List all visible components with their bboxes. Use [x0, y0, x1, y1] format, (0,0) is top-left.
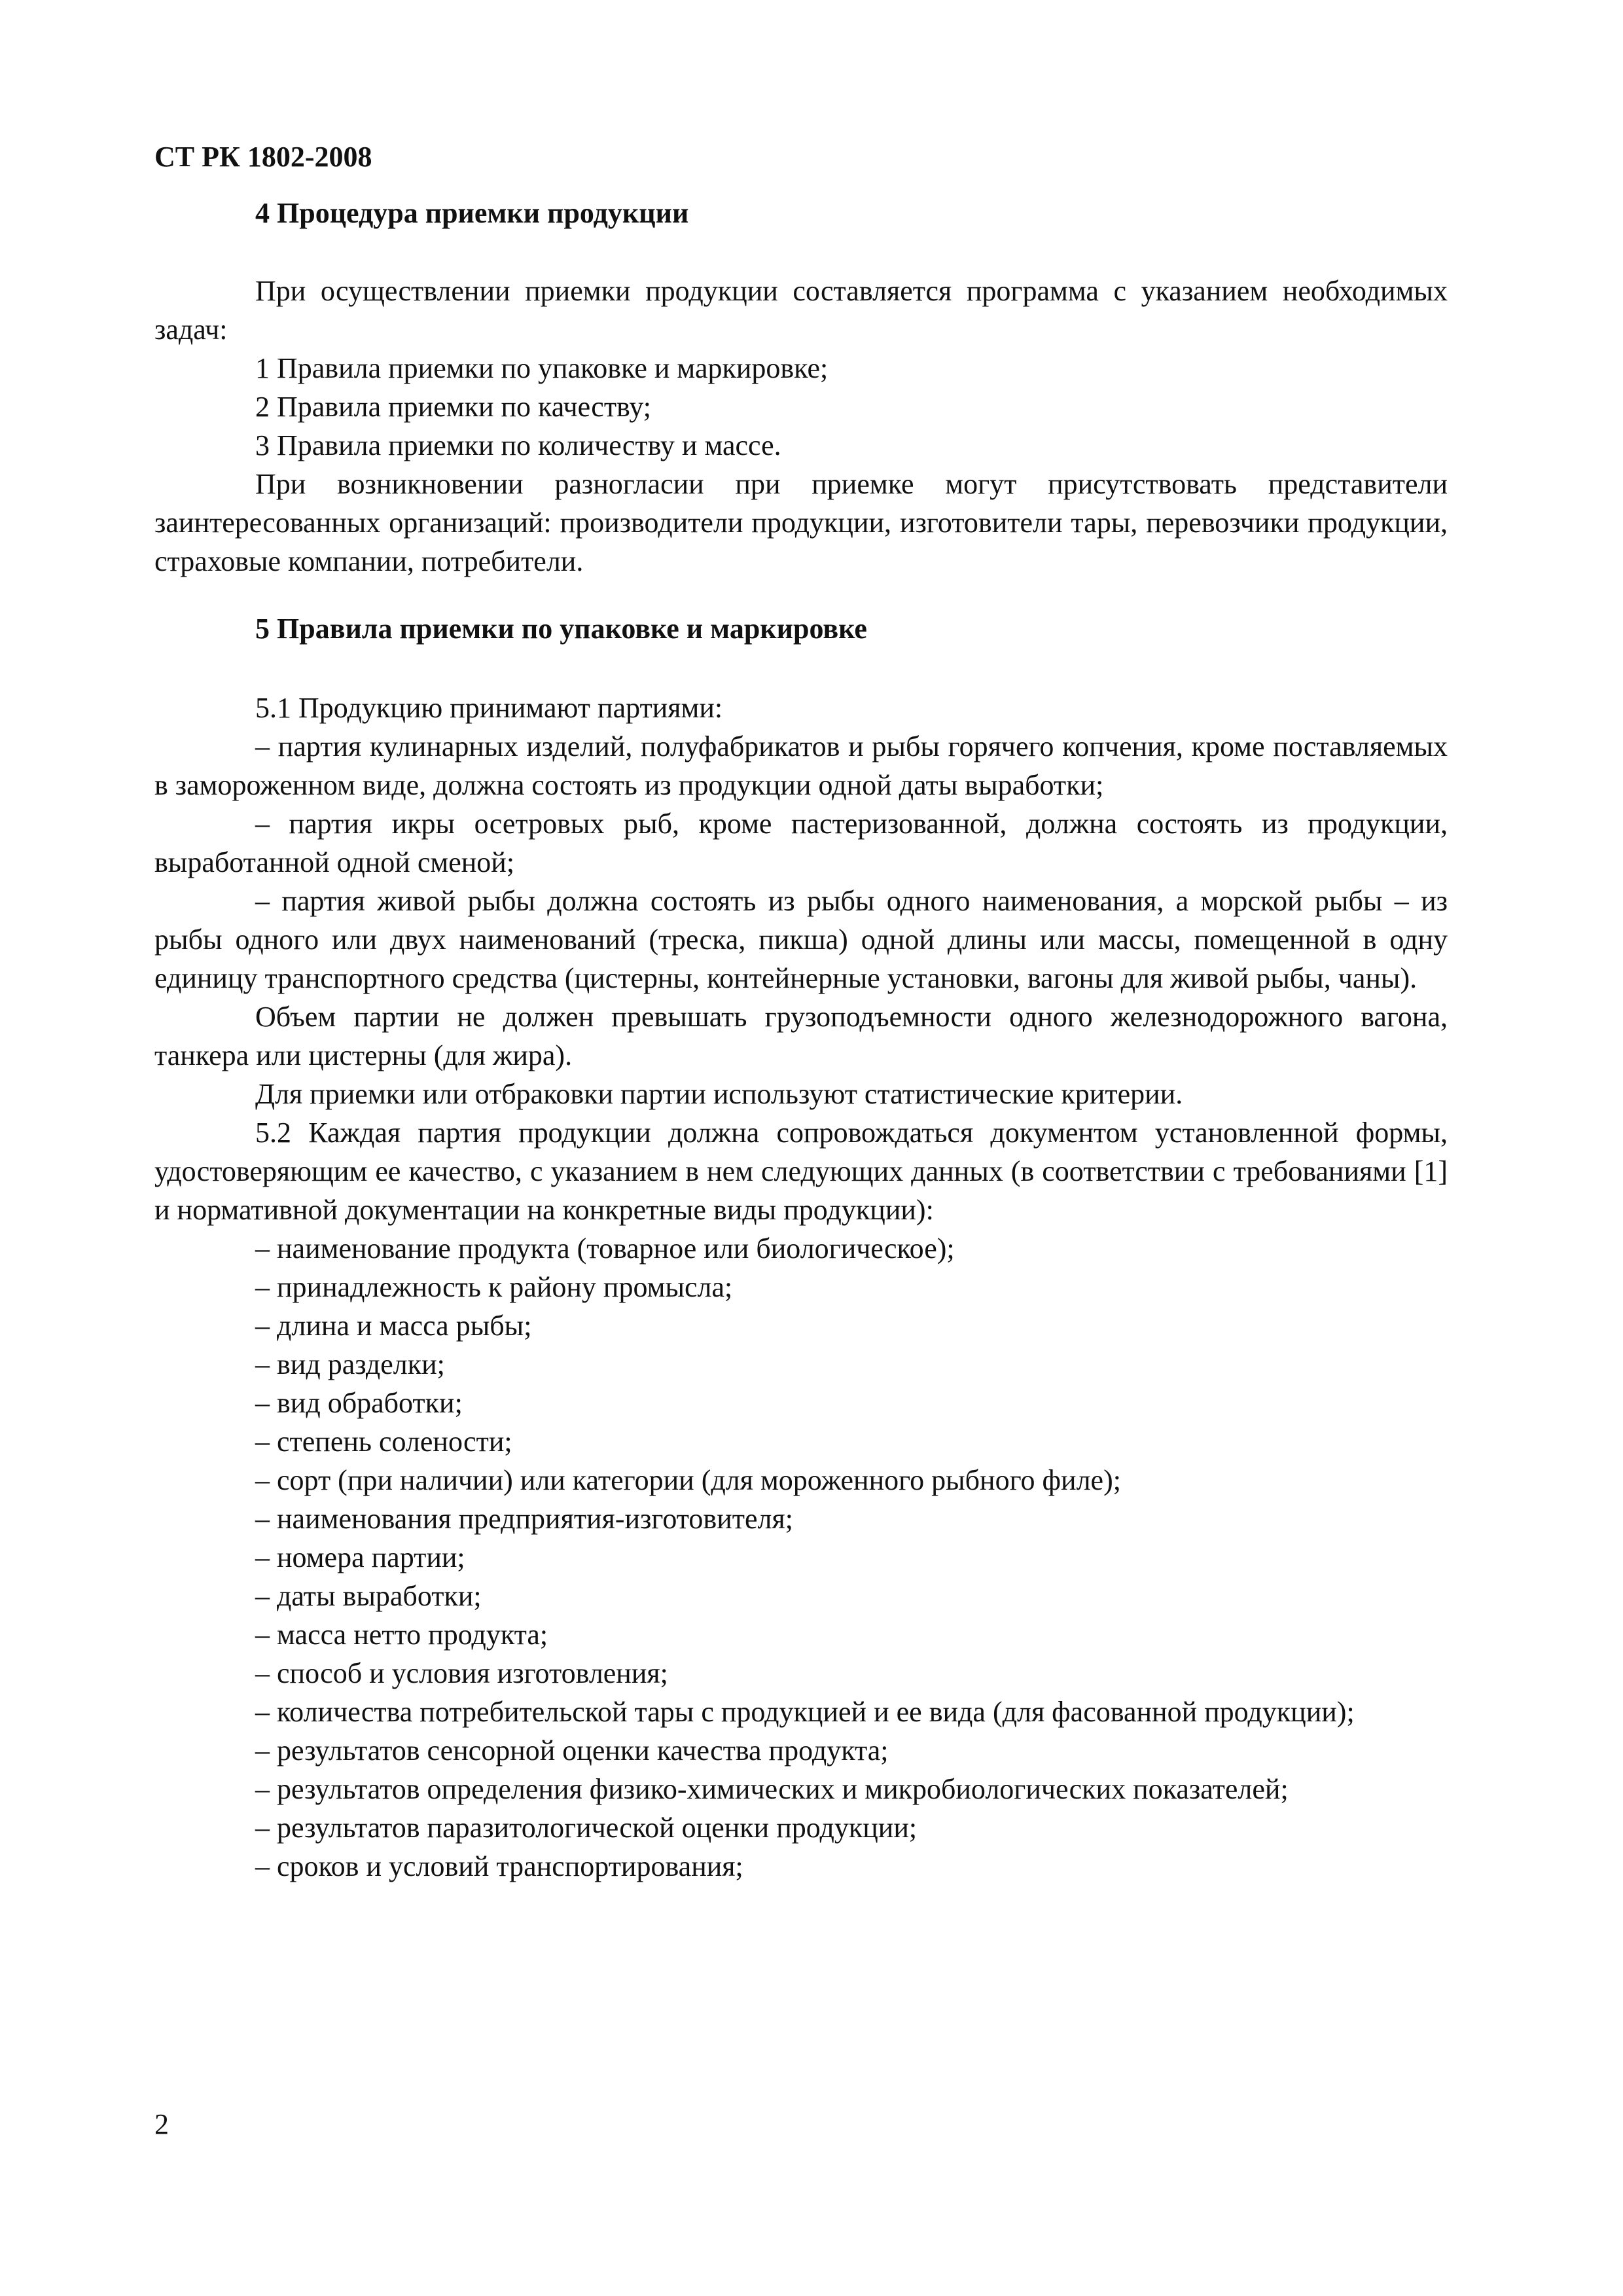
section-4-disagreement-paragraph: При возникновении разногласии при приемке могут присутствовать представители заинтересованных организаций: производители продукции, изготовители тары, перевозчики продукции, страховые компании, потребители.: [154, 468, 1448, 577]
page-number: 2: [154, 2108, 169, 2140]
list-item: – длина и масса рыбы;: [255, 1310, 532, 1342]
list-item: – номера партии;: [255, 1541, 465, 1573]
batch-culinary-paragraph: – партия кулинарных изделий, полуфабрикатов и рыбы горячего копчения, кроме поставляемых в замороженном виде, должна состоять из продукции одной даты выработки;: [154, 730, 1448, 801]
section-4-heading: 4 Процедура приемки продукции: [255, 197, 689, 229]
list-item: – наименования предприятия-изготовителя;: [255, 1503, 793, 1535]
section-4-task-2: 2 Правила приемки по качеству;: [255, 391, 651, 423]
list-item: – результатов сенсорной оценки качества продукта;: [255, 1734, 889, 1767]
section-4-task-1: 1 Правила приемки по упаковке и маркировке;: [255, 352, 829, 384]
section-5-heading: 5 Правила приемки по упаковке и маркировке: [255, 613, 867, 645]
list-item: – вид разделки;: [255, 1348, 445, 1380]
list-item: – масса нетто продукта;: [255, 1619, 548, 1651]
batch-live-fish-paragraph: – партия живой рыбы должна состоять из рыбы одного наименования, а морской рыбы – из рыбы одного или двух наименований (треска, пикша) одной длины или массы, помещенной в одну единицу транспортного средства (цистерны, контейнерные установки, вагоны для живой рыбы, чаны).: [154, 885, 1448, 994]
list-item: – сроков и условий транспортирования;: [255, 1850, 743, 1882]
statistical-criteria-paragraph: Для приемки или отбраковки партии используют статистические критерии.: [255, 1078, 1183, 1110]
list-item: – вид обработки;: [255, 1387, 463, 1419]
section-4-intro-paragraph: При осуществлении приемки продукции составляется программа с указанием необходимых задач:: [154, 275, 1448, 346]
list-item: – наименование продукта (товарное или биологическое);: [255, 1232, 955, 1265]
clause-5-1-paragraph: 5.1 Продукцию принимают партиями:: [255, 692, 723, 724]
batch-volume-paragraph: Объем партии не должен превышать грузоподъемности одного железнодорожного вагона, танкера или цистерны (для жира).: [154, 1001, 1448, 1071]
page-content: [154, 194, 1448, 1886]
list-item: – способ и условия изготовления;: [255, 1657, 668, 1689]
list-item: – степень солености;: [255, 1426, 512, 1458]
clause-5-2-paragraph: 5.2 Каждая партия продукции должна сопровождаться документом установленной формы, удостоверяющим ее качество, с указанием в нем следующих данных (в соответствии с требованиями [1] и нормативной документации на конкретные виды продукции):: [154, 1117, 1448, 1226]
batch-caviar-paragraph: – партия икры осетровых рыб, кроме пастеризованной, должна состоять из продукции, выработанной одной сменой;: [154, 808, 1448, 878]
list-item: – даты выработки;: [255, 1580, 482, 1612]
list-item: – принадлежность к району промысла;: [255, 1271, 733, 1303]
list-item: – результатов паразитологической оценки продукции;: [255, 1812, 918, 1844]
list-item: – количества потребительской тары с продукцией и ее вида (для фасованной продукции);: [255, 1696, 1355, 1728]
list-item: – сорт (при наличии) или категории (для мороженного рыбного филе);: [255, 1464, 1121, 1496]
list-item: – результатов определения физико-химических и микробиологических показателей;: [255, 1773, 1289, 1805]
section-4-task-3: 3 Правила приемки по количеству и массе.: [255, 429, 781, 461]
document-code-header: СТ РК 1802-2008: [154, 141, 372, 173]
